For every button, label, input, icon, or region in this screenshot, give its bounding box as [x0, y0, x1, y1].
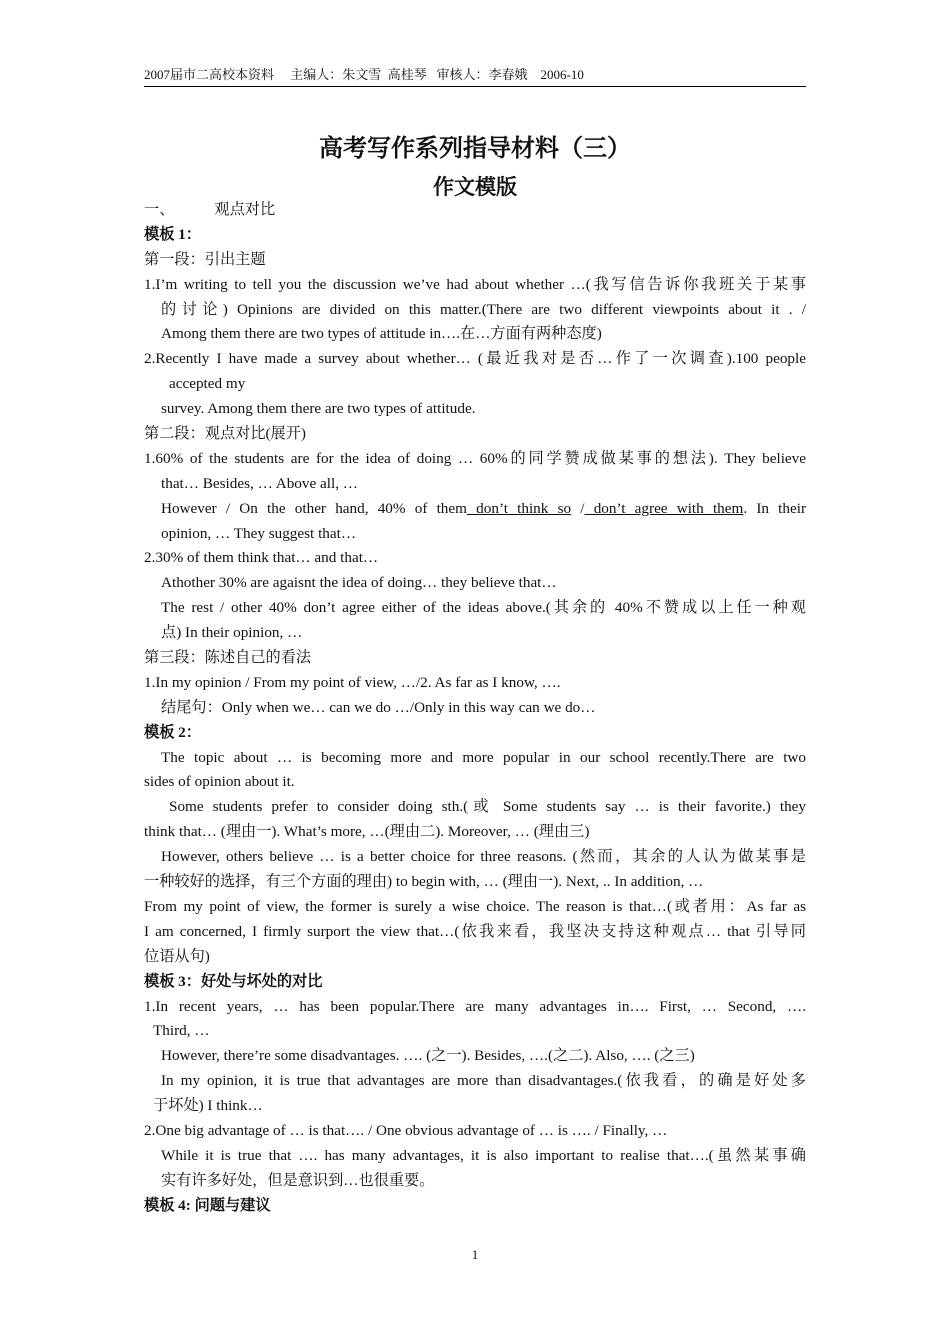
- text-line: 的讨论) Opinions are divided on this matter.(There are two different viewpoints about it . /: [161, 300, 806, 318]
- template-3-heading: 模板 3：好处与坏处的对比: [144, 972, 323, 990]
- text-span: . In their: [743, 499, 807, 517]
- text-line: 2.One big advantage of … is that…. / One obvious advantage of … is …. / Finally, …: [144, 1121, 668, 1139]
- template-4-heading: 模板 4: 问题与建议: [144, 1196, 271, 1214]
- text-line: Athother 30% are agaisnt the idea of doing… they believe that…: [161, 574, 557, 592]
- section-number: 一、: [144, 201, 175, 218]
- paragraph-heading: 第二段：观点对比(展开): [144, 425, 306, 443]
- text-line: 1.I’m writing to tell you the discussion we’ve had about whether …(我写信告诉你我班关于某事: [144, 275, 806, 293]
- section-heading: [144, 198, 806, 223]
- text-span: /: [571, 499, 585, 517]
- document-subtitle: 作文模版: [433, 175, 517, 199]
- text-line: think that… (理由一). What’s more, …(理由二). Moreover, … (理由三): [144, 823, 590, 841]
- text-line: opinion, … They suggest that…: [161, 524, 357, 542]
- text-line: I am concerned, I firmly surport the view that…(依我来看，我坚决支持这种观点… that 引导同: [144, 922, 806, 940]
- text-line: 于坏处) I think…: [153, 1097, 263, 1115]
- template-1-heading: 模板 1：: [144, 225, 201, 243]
- document-title: 高考写作系列指导材料（三）: [319, 136, 631, 162]
- text-line: Some students prefer to consider doing sth.(或 Some students say … is their favorite.) they: [169, 798, 806, 816]
- text-line: survey. Among them there are two types of attitude.: [161, 400, 476, 418]
- text-line: The rest / other 40% don’t agree either of the ideas above.(其余的 40%不赞成以上任一种观: [161, 599, 806, 617]
- text-line: 1.60% of the students are for the idea of doing … 60%的同学赞成做某事的想法). They believe: [144, 449, 806, 467]
- text-line: 2.Recently I have made a survey about whether… (最近我对是否…作了一次调查).100 people: [144, 350, 806, 368]
- text-span: However / On the other hand, 40% of them: [161, 499, 467, 517]
- text-line: However, there’re some disadvantages. …. (之一). Besides, ….(之二). Also, …. (之三): [161, 1047, 695, 1065]
- paragraph-heading: 第三段：陈述自己的看法: [144, 649, 312, 667]
- text-line: In my opinion, it is true that advantages are more than disadvantages.(依我看，的确是好处多: [161, 1072, 806, 1090]
- underlined-phrase: don’t agree with them: [584, 499, 744, 517]
- text-line: 位语从句): [144, 947, 210, 965]
- text-line: that… Besides, … Above all, …: [161, 474, 358, 492]
- page-number: 1: [471, 1247, 479, 1262]
- text-line: 2.30% of them think that… and that…: [144, 549, 379, 567]
- document-body: [144, 198, 806, 1219]
- text-line: 点) In their opinion, …: [161, 624, 303, 642]
- text-line: Third, …: [153, 1022, 210, 1040]
- template-2-heading: 模板 2：: [144, 723, 201, 741]
- text-line: Among them there are two types of attitude in….在…方面有两种态度): [161, 325, 602, 343]
- section-label: 观点对比: [214, 201, 276, 218]
- text-line: sides of opinion about it.: [144, 773, 295, 791]
- paragraph-heading: 第一段：引出主题: [144, 250, 266, 268]
- text-line: 1.In my opinion / From my point of view, …/2. As far as I know, ….: [144, 673, 561, 691]
- text-line: 结尾句：Only when we… can we do …/Only in this way can we do…: [161, 698, 596, 716]
- text-line: accepted my: [169, 375, 246, 393]
- text-line-underlined: [144, 497, 806, 522]
- text-line: 1.In recent years, … has been popular.There are many advantages in…. First, … Second, ….: [144, 997, 806, 1015]
- underlined-phrase: don’t think so: [466, 499, 572, 517]
- text-line: However, others believe … is a better choice for three reasons. (然而，其余的人认为做某事是: [161, 848, 806, 866]
- text-line: 一种较好的选择，有三个方面的理由) to begin with, … (理由一). Next, .. In addition, …: [144, 873, 704, 891]
- text-line: While it is true that …. has many advantages, it is also important to realise that….(虽然某事确: [161, 1146, 806, 1164]
- page-header: 2007届市二高校本资料 主编人：朱文雪 高桂琴 审核人：李春娥 2006-10: [144, 66, 806, 87]
- text-line: 实有许多好处，但是意识到…也很重要。: [161, 1171, 435, 1189]
- text-line: The topic about … is becoming more and more popular in our school recently.There are two: [161, 748, 806, 766]
- text-line: From my point of view, the former is surely a wise choice. The reason is that…(或者用：As far as: [144, 897, 806, 915]
